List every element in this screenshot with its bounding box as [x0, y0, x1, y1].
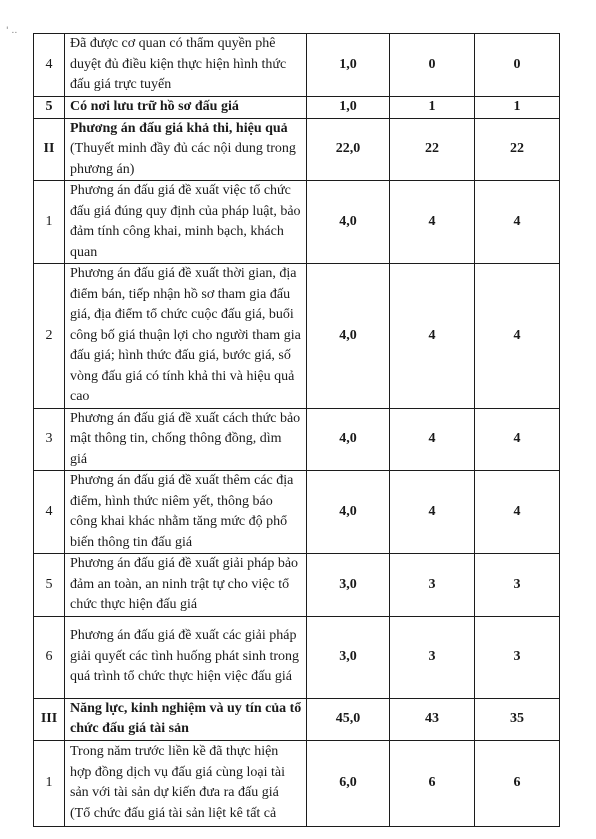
max-score: 6,0: [307, 740, 390, 826]
table-row: [34, 698, 560, 740]
criterion-description: Phương án đấu giá đề xuất thêm các địa điểm, hình thức niêm yết, thông báo công khai khác nhằm tăng mức độ phổ biến thông tin đấu giá: [65, 471, 307, 554]
criterion-note: (Thuyết minh đầy đủ các nội dung trong phương án): [70, 141, 296, 177]
row-number: 2: [34, 264, 65, 409]
score-column-2: 3: [475, 554, 560, 617]
table-row: [34, 471, 560, 554]
table-row: [34, 554, 560, 617]
table-row: [34, 408, 560, 471]
score-column-1: 43: [390, 698, 475, 740]
score-column-2: 1: [475, 96, 560, 118]
criterion-description: Phương án đấu giá đề xuất giải pháp bảo đảm an toàn, an ninh trật tự cho việc tổ chức thực hiện đấu giá: [65, 554, 307, 617]
score-column-2: 0: [475, 34, 560, 97]
max-score: 3,0: [307, 616, 390, 698]
max-score: 4,0: [307, 408, 390, 471]
score-column-2: 4: [475, 181, 560, 264]
score-column-2: 22: [475, 118, 560, 181]
criterion-description: Phương án đấu giá đề xuất cách thức bảo mật thông tin, chống thông đồng, dìm giá: [65, 408, 307, 471]
score-column-1: 3: [390, 554, 475, 617]
score-column-1: 0: [390, 34, 475, 97]
table-row: [34, 181, 560, 264]
score-column-1: 3: [390, 616, 475, 698]
score-column-1: 4: [390, 264, 475, 409]
criterion-description: Năng lực, kinh nghiệm và uy tín của tổ chức đấu giá tài sản: [65, 698, 307, 740]
row-number: 1: [34, 740, 65, 826]
max-score: 4,0: [307, 181, 390, 264]
max-score: 3,0: [307, 554, 390, 617]
row-number: 4: [34, 471, 65, 554]
max-score: 22,0: [307, 118, 390, 181]
row-number: II: [34, 118, 65, 181]
row-number: III: [34, 698, 65, 740]
table-row: [34, 264, 560, 409]
scoring-table: [33, 33, 560, 827]
criterion-description: Có nơi lưu trữ hồ sơ đấu giá: [65, 96, 307, 118]
row-number: 5: [34, 554, 65, 617]
scan-marks: ' ‥: [6, 26, 18, 36]
row-number: 4: [34, 34, 65, 97]
max-score: 45,0: [307, 698, 390, 740]
score-column-2: 4: [475, 471, 560, 554]
row-number: 1: [34, 181, 65, 264]
table-row: [34, 34, 560, 97]
score-column-1: 6: [390, 740, 475, 826]
score-column-2: 4: [475, 408, 560, 471]
score-column-2: 4: [475, 264, 560, 409]
max-score: 4,0: [307, 264, 390, 409]
score-column-1: 4: [390, 408, 475, 471]
scoring-table-body: [34, 34, 560, 827]
table-row: [34, 616, 560, 698]
criterion-description: Phương án đấu giá đề xuất các giải pháp giải quyết các tình huống phát sinh trong quá trình tổ chức thực hiện việc đấu giá: [65, 616, 307, 698]
score-column-1: 1: [390, 96, 475, 118]
row-number: 5: [34, 96, 65, 118]
row-number: 6: [34, 616, 65, 698]
score-column-1: 22: [390, 118, 475, 181]
table-row: [34, 96, 560, 118]
score-column-1: 4: [390, 181, 475, 264]
max-score: 1,0: [307, 34, 390, 97]
criterion-description: [65, 118, 307, 181]
score-column-2: 35: [475, 698, 560, 740]
criterion-description: Phương án đấu giá đề xuất thời gian, địa điểm bán, tiếp nhận hồ sơ tham gia đấu giá, địa điểm tổ chức cuộc đấu giá, buổi công bố giá thuận lợi cho người tham gia đấu giá; hình thức đấu giá, bước giá, số vòng đấu giá có tính khả thi và hiệu quả cao: [65, 264, 307, 409]
score-column-1: 4: [390, 471, 475, 554]
max-score: 1,0: [307, 96, 390, 118]
table-row: [34, 118, 560, 181]
score-column-2: 3: [475, 616, 560, 698]
score-column-2: 6: [475, 740, 560, 826]
criterion-description: Trong năm trước liền kề đã thực hiện hợp đồng dịch vụ đấu giá cùng loại tài sản với tài sản dự kiến đưa ra đấu giá (Tổ chức đấu giá tài sản liệt kê tất cả: [65, 740, 307, 826]
criterion-heading: Phương án đấu giá khả thi, hiệu quả: [70, 120, 288, 136]
table-row: [34, 740, 560, 826]
criterion-description: Phương án đấu giá đề xuất việc tổ chức đấu giá đúng quy định của pháp luật, bảo đảm tính công khai, minh bạch, khách quan: [65, 181, 307, 264]
row-number: 3: [34, 408, 65, 471]
max-score: 4,0: [307, 471, 390, 554]
criterion-description: Đã được cơ quan có thẩm quyền phê duyệt đủ điều kiện thực hiện hình thức đấu giá trực tuyến: [65, 34, 307, 97]
